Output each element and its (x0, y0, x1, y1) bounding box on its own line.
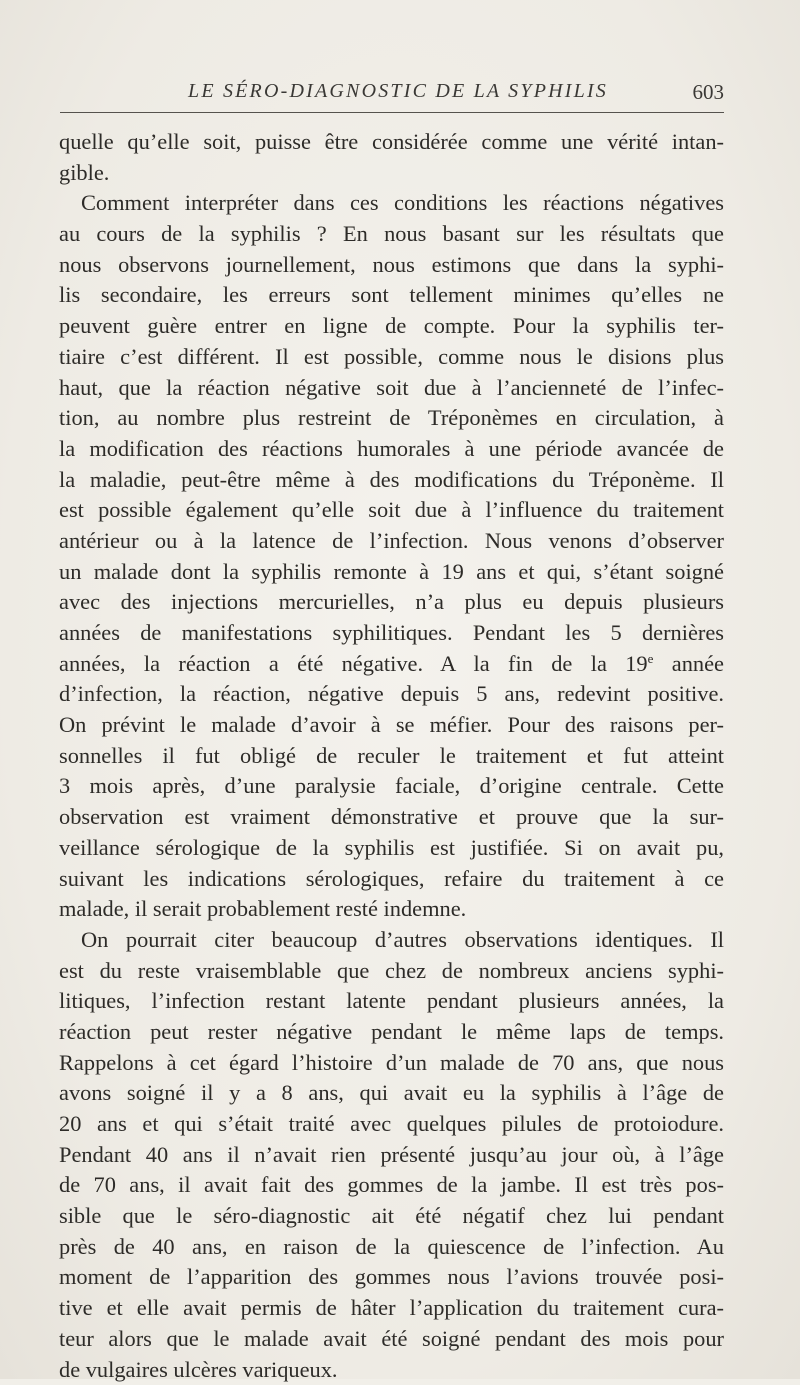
text-line: la maladie, peut-être même à des modifications du Tréponème. Il (59, 465, 724, 496)
text-fragment: année (653, 651, 724, 676)
text-line: de vulgaires ulcères variqueux. (59, 1355, 724, 1385)
text-line: Pendant 40 ans il n’avait rien présenté jusqu’au jour où, à l’âge (59, 1140, 724, 1171)
text-line: tive et elle avait permis de hâter l’application du traitement cura- (59, 1293, 724, 1324)
text-line: malade, il serait probablement resté indemne. (59, 894, 724, 925)
paragraph-2 (59, 188, 724, 925)
text-line: On prévint le malade d’avoir à se méfier. Pour des raisons per- (59, 710, 724, 741)
body-text (59, 127, 724, 1385)
page-number: 603 (693, 80, 725, 105)
text-line: lis secondaire, les erreurs sont tellement minimes qu’elles ne (59, 280, 724, 311)
text-line: 20 ans et qui s’était traité avec quelques pilules de protoiodure. (59, 1109, 724, 1140)
text-line: peuvent guère entrer en ligne de compte. Pour la syphilis ter- (59, 311, 724, 342)
text-line: sonnelles il fut obligé de reculer le traitement et fut atteint (59, 741, 724, 772)
text-line: moment de l’apparition des gommes nous l’avions trouvée posi- (59, 1262, 724, 1293)
text-line: veillance sérologique de la syphilis est justifiée. Si on avait pu, (59, 833, 724, 864)
text-line: de 70 ans, il avait fait des gommes de la jambe. Il est très pos- (59, 1170, 724, 1201)
text-line: antérieur ou à la latence de l’infection. Nous venons d’observer (59, 526, 724, 557)
text-fragment: années, la réaction a été négative. A la fin de la 19 (59, 651, 648, 676)
header-rule (60, 112, 724, 113)
text-line: Comment interpréter dans ces conditions les réactions négatives (59, 188, 724, 219)
text-line: quelle qu’elle soit, puisse être considérée comme une vérité intan- (59, 127, 724, 158)
text-line: est du reste vraisemblable que chez de nombreux anciens syphi- (59, 956, 724, 987)
paragraph-3 (59, 925, 724, 1385)
text-line: Rappelons à cet égard l’histoire d’un malade de 70 ans, que nous (59, 1048, 724, 1079)
text-line: observation est vraiment démonstrative et prouve que la sur- (59, 802, 724, 833)
text-line: avons soigné il y a 8 ans, qui avait eu la syphilis à l’âge de (59, 1078, 724, 1109)
text-line: près de 40 ans, en raison de la quiescence de l’infection. Au (59, 1232, 724, 1263)
running-title: LE SÉRO-DIAGNOSTIC DE LA SYPHILIS (188, 80, 608, 103)
text-line: 3 mois après, d’une paralysie faciale, d’origine centrale. Cette (59, 771, 724, 802)
text-line: litiques, l’infection restant latente pendant plusieurs années, la (59, 986, 724, 1017)
paragraph-1 (59, 127, 724, 188)
text-line: teur alors que le malade avait été soigné pendant des mois pour (59, 1324, 724, 1355)
text-line: années de manifestations syphilitiques. Pendant les 5 dernières (59, 618, 724, 649)
text-line-superscript (59, 649, 724, 680)
text-line: avec des injections mercurielles, n’a plus eu depuis plusieurs (59, 587, 724, 618)
text-line: haut, que la réaction négative soit due à l’ancienneté de l’infec- (59, 373, 724, 404)
text-line: tion, au nombre plus restreint de Tréponèmes en circulation, à (59, 403, 724, 434)
text-line: réaction peut rester négative pendant le même laps de temps. (59, 1017, 724, 1048)
page-header (60, 78, 724, 108)
superscript: e (648, 651, 654, 666)
text-line: au cours de la syphilis ? En nous basant sur les résultats que (59, 219, 724, 250)
text-line: la modification des réactions humorales à une période avancée de (59, 434, 724, 465)
text-line: tiaire c’est différent. Il est possible, comme nous le disions plus (59, 342, 724, 373)
text-line: On pourrait citer beaucoup d’autres observations identiques. Il (59, 925, 724, 956)
text-line: est possible également qu’elle soit due à l’influence du traitement (59, 495, 724, 526)
text-line: d’infection, la réaction, négative depuis 5 ans, redevint positive. (59, 679, 724, 710)
text-line: un malade dont la syphilis remonte à 19 ans et qui, s’étant soigné (59, 557, 724, 588)
text-line: sible que le séro-diagnostic ait été négatif chez lui pendant (59, 1201, 724, 1232)
text-line: gible. (59, 158, 724, 189)
text-line: nous observons journellement, nous estimons que dans la syphi- (59, 250, 724, 281)
text-line: suivant les indications sérologiques, refaire du traitement à ce (59, 864, 724, 895)
